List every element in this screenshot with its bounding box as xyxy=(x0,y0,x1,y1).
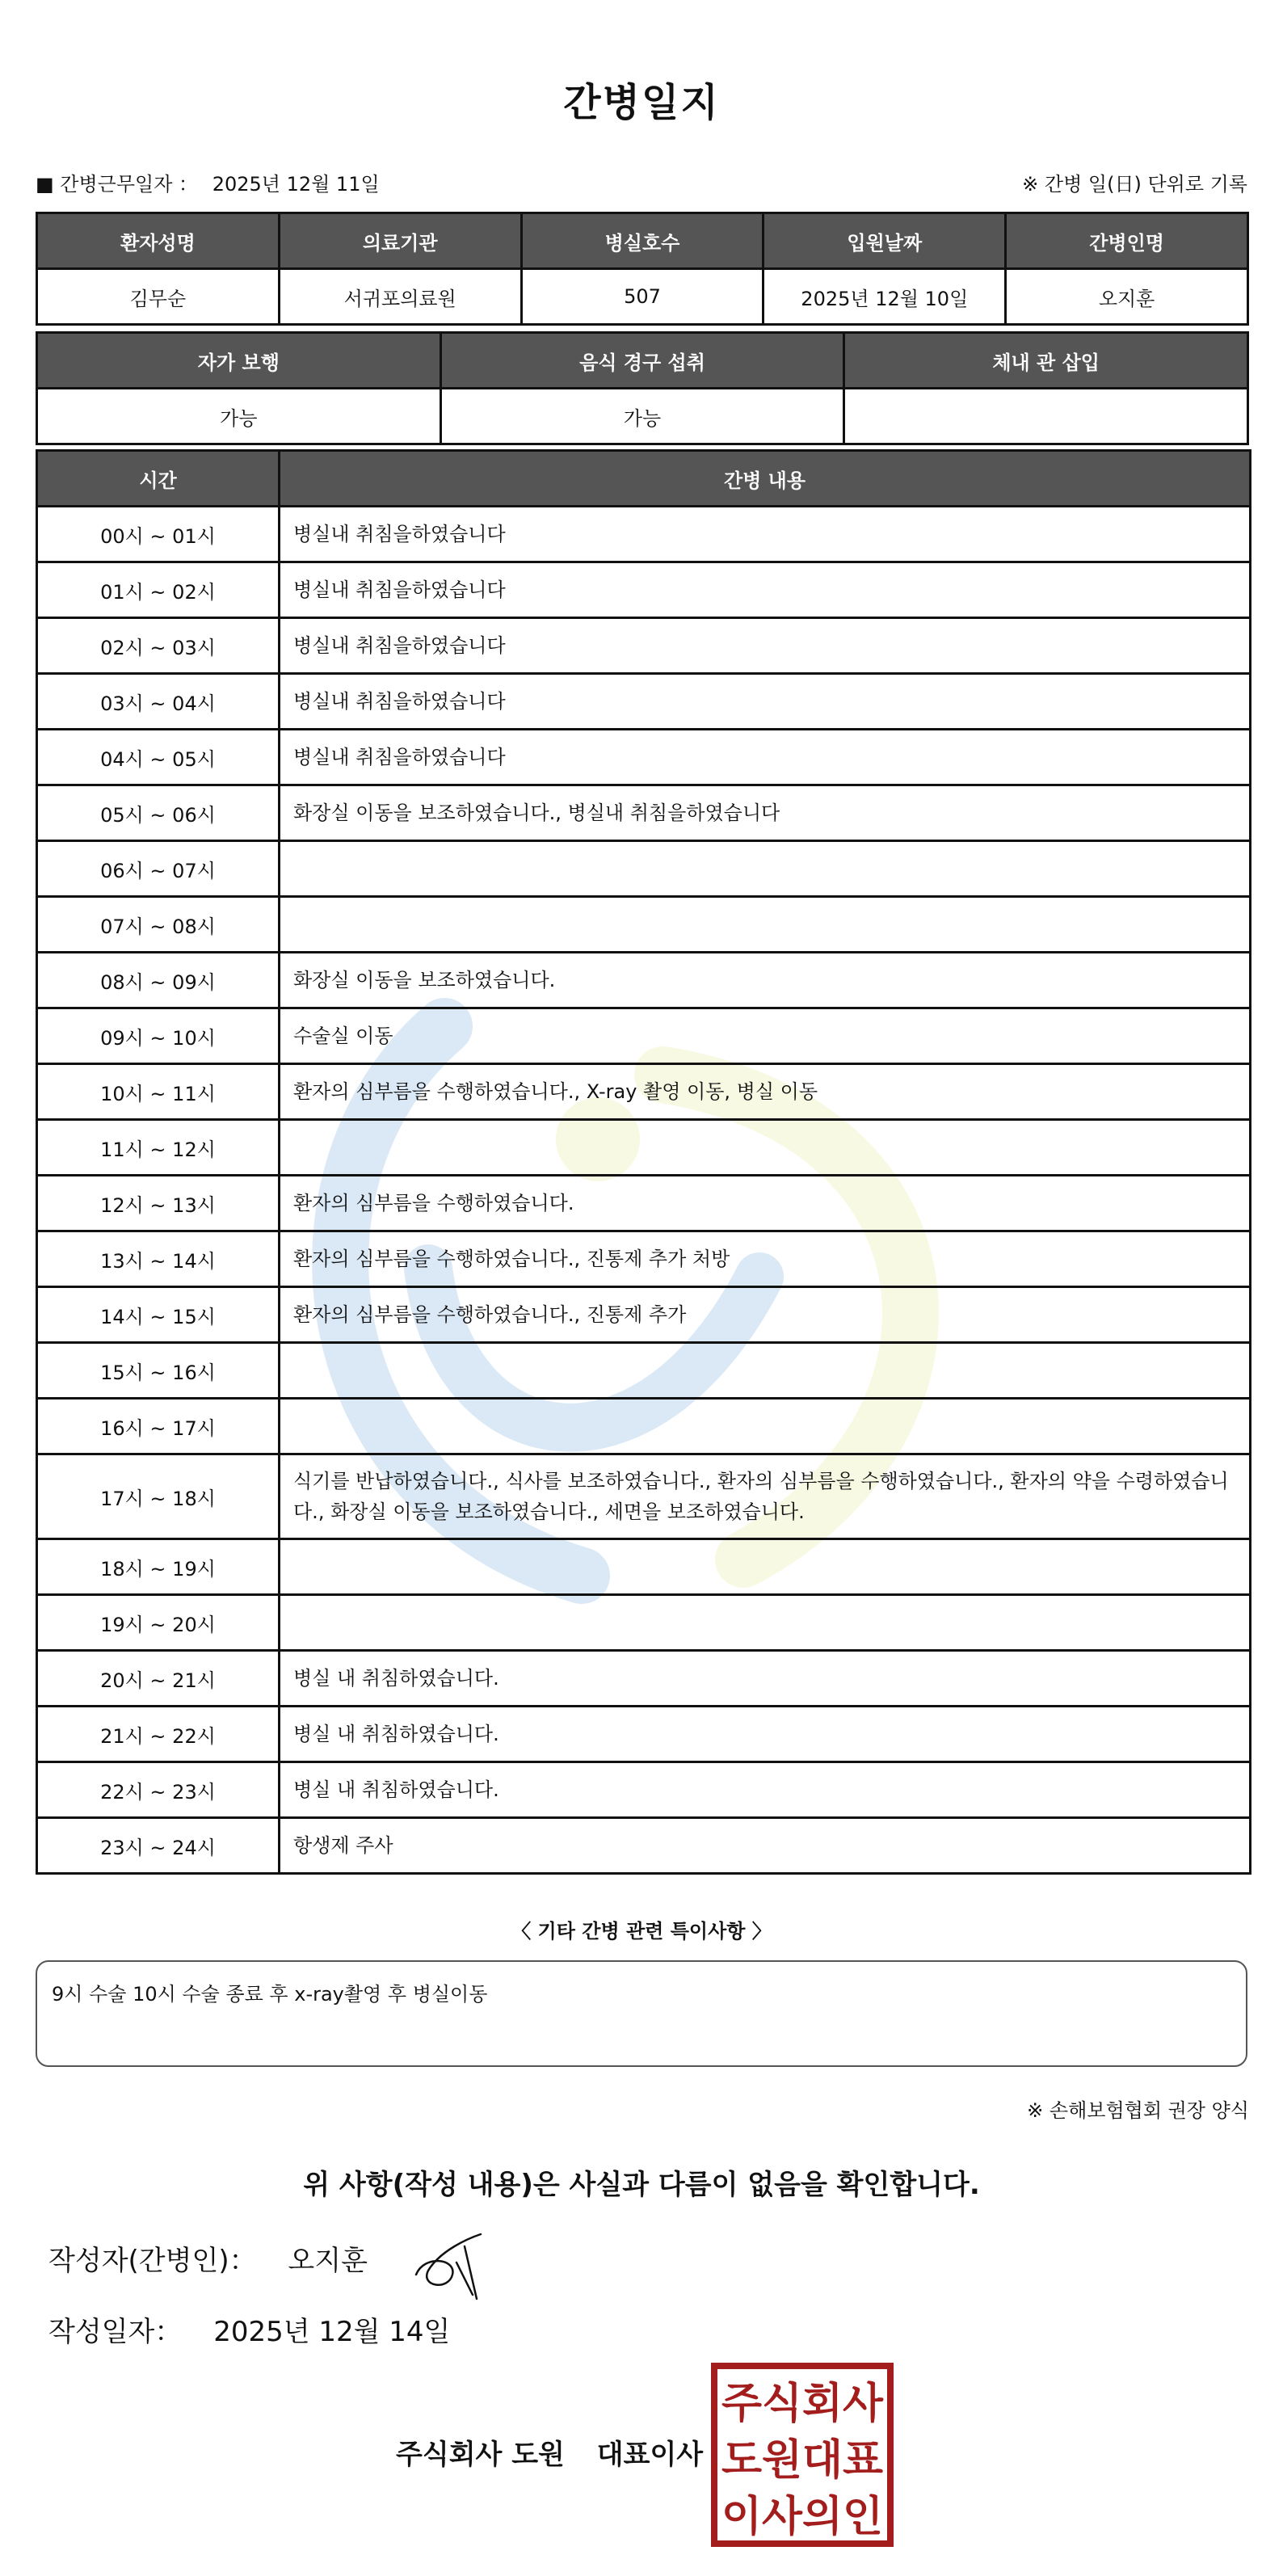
log-time: 04시 ~ 05시 xyxy=(37,730,280,785)
log-time: 18시 ~ 19시 xyxy=(37,1539,280,1595)
work-date-value: 2025년 12월 11일 xyxy=(212,173,380,196)
log-content xyxy=(280,1343,1251,1399)
care-log-table xyxy=(36,449,1251,1875)
log-content: 환자의 심부름을 수행하였습니다., 진통제 추가 처방 xyxy=(280,1231,1251,1287)
log-content: 환자의 심부름을 수행하였습니다., X-ray 촬영 이동, 병실 이동 xyxy=(280,1064,1251,1120)
log-content xyxy=(280,1120,1251,1176)
patient-header-cell: 병실호수 xyxy=(521,213,763,269)
written-date-label: 작성일자： xyxy=(48,2316,183,2348)
company-seal-stamp xyxy=(709,2361,895,2549)
log-time: 01시 ~ 02시 xyxy=(37,562,280,618)
company-line xyxy=(396,2432,703,2472)
self-walking-value: 가능 xyxy=(37,389,441,444)
meta-row xyxy=(36,168,1247,197)
work-date-label: ■ 간병근무일자 ： xyxy=(36,173,199,196)
log-time: 20시 ~ 21시 xyxy=(37,1651,280,1707)
oral-intake-value: 가능 xyxy=(440,389,844,444)
page-title: 간병일지 xyxy=(563,80,720,125)
log-content: 병실내 취침을하였습니다 xyxy=(280,674,1251,730)
log-content xyxy=(280,897,1251,953)
log-time: 17시 ~ 18시 xyxy=(37,1454,280,1539)
status-header-cell: 자가 보행 xyxy=(37,333,441,389)
log-row xyxy=(37,1008,1251,1064)
log-content xyxy=(280,1399,1251,1454)
log-time: 19시 ~ 20시 xyxy=(37,1595,280,1651)
log-row xyxy=(37,1120,1251,1176)
log-row xyxy=(37,1595,1251,1651)
log-header-row xyxy=(37,451,1251,507)
patient-name: 김무순 xyxy=(37,269,280,325)
recommend-note: ※ 손해보험협회 권장 양식 xyxy=(1027,2099,1249,2122)
company-role: 대표이사 xyxy=(596,2439,704,2471)
log-time: 03시 ~ 04시 xyxy=(37,674,280,730)
log-row xyxy=(37,1651,1251,1707)
status-header-row xyxy=(37,333,1248,389)
status-header-cell: 체내 관 삽입 xyxy=(844,333,1248,389)
patient-header-row xyxy=(37,213,1248,269)
written-date-line xyxy=(48,2309,450,2349)
log-row xyxy=(37,1762,1251,1818)
log-time: 06시 ~ 07시 xyxy=(37,841,280,897)
medical-institution: 서귀포의료원 xyxy=(279,269,521,325)
log-row xyxy=(37,507,1251,562)
patient-header-cell: 간병인명 xyxy=(1006,213,1248,269)
content-header: 간병 내용 xyxy=(280,451,1251,507)
unit-note: ※ 간병 일(日) 단위로 기록 xyxy=(1022,173,1247,196)
log-time: 22시 ~ 23시 xyxy=(37,1762,280,1818)
company-name: 주식회사 도원 xyxy=(396,2439,565,2471)
log-time: 02시 ~ 03시 xyxy=(37,618,280,674)
svg-text:주식회사: 주식회사 xyxy=(721,2380,884,2428)
log-time: 05시 ~ 06시 xyxy=(37,785,280,841)
log-content xyxy=(280,1595,1251,1651)
room-number: 507 xyxy=(521,269,763,325)
notes-box xyxy=(36,1960,1247,2067)
written-date-value: 2025년 12월 14일 xyxy=(213,2316,451,2348)
log-row xyxy=(37,1399,1251,1454)
log-content: 수술실 이동 xyxy=(280,1008,1251,1064)
log-time: 08시 ~ 09시 xyxy=(37,953,280,1008)
log-content: 병실 내 취침하였습니다. xyxy=(280,1707,1251,1762)
svg-text:도원대표: 도원대표 xyxy=(721,2436,883,2485)
log-time: 12시 ~ 13시 xyxy=(37,1176,280,1231)
log-time: 23시 ~ 24시 xyxy=(37,1818,280,1874)
log-content: 병실내 취침을하였습니다 xyxy=(280,562,1251,618)
log-content: 병실내 취침을하였습니다 xyxy=(280,507,1251,562)
log-row xyxy=(37,1707,1251,1762)
work-date xyxy=(36,168,380,196)
log-content: 환자의 심부름을 수행하였습니다., 진통제 추가 xyxy=(280,1287,1251,1343)
log-content: 병실내 취침을하였습니다 xyxy=(280,730,1251,785)
log-content: 환자의 심부름을 수행하였습니다. xyxy=(280,1176,1251,1231)
patient-header-cell: 의료기관 xyxy=(279,213,521,269)
notes-title: 〈 기타 간병 관련 특이사항 〉 xyxy=(511,1920,772,1943)
log-time: 00시 ~ 01시 xyxy=(37,507,280,562)
log-time: 15시 ~ 16시 xyxy=(37,1343,280,1399)
handwritten-signature xyxy=(408,2230,497,2303)
log-row xyxy=(37,1064,1251,1120)
status-table xyxy=(36,331,1249,445)
log-row xyxy=(37,1176,1251,1231)
status-value-row xyxy=(37,389,1248,444)
log-time: 13시 ~ 14시 xyxy=(37,1231,280,1287)
log-content: 병실 내 취침하였습니다. xyxy=(280,1651,1251,1707)
log-row xyxy=(37,1539,1251,1595)
log-time: 16시 ~ 17시 xyxy=(37,1399,280,1454)
log-content xyxy=(280,1539,1251,1595)
log-content: 병실 내 취침하였습니다. xyxy=(280,1762,1251,1818)
log-content: 식기를 반납하였습니다., 식사를 보조하였습니다., 환자의 심부름을 수행하였습니다., 환자의 약을 수령하였습니다., 화장실 이동을 보조하였습니다., 세면을 보조하였습니다. xyxy=(280,1454,1251,1539)
log-row xyxy=(37,1231,1251,1287)
log-content: 화장실 이동을 보조하였습니다. xyxy=(280,953,1251,1008)
patient-header-cell: 입원날짜 xyxy=(763,213,1006,269)
log-content: 항생제 주사 xyxy=(280,1818,1251,1874)
writer-name: 오지훈 xyxy=(288,2245,368,2277)
caregiver-name: 오지훈 xyxy=(1006,269,1248,325)
log-content xyxy=(280,841,1251,897)
time-header: 시간 xyxy=(37,451,280,507)
log-row xyxy=(37,841,1251,897)
log-row xyxy=(37,1454,1251,1539)
log-time: 09시 ~ 10시 xyxy=(37,1008,280,1064)
admission-date: 2025년 12월 10일 xyxy=(763,269,1006,325)
log-row xyxy=(37,953,1251,1008)
log-time: 07시 ~ 08시 xyxy=(37,897,280,953)
confirm-statement: 위 사항(작성 내용)은 사실과 다름이 없음을 확인합니다. xyxy=(303,2169,980,2201)
log-row xyxy=(37,618,1251,674)
log-body xyxy=(37,507,1251,1874)
svg-text:이사의인: 이사의인 xyxy=(721,2493,883,2541)
notes-text: 9시 수술 10시 수술 종료 후 x-ray촬영 후 병실이동 xyxy=(52,1983,488,2006)
patient-table xyxy=(36,212,1249,326)
log-row xyxy=(37,674,1251,730)
log-row xyxy=(37,1818,1251,1874)
writer-label: 작성자(간병인)： xyxy=(48,2245,257,2277)
log-time: 14시 ~ 15시 xyxy=(37,1287,280,1343)
patient-value-row xyxy=(37,269,1248,325)
log-time: 21시 ~ 22시 xyxy=(37,1707,280,1762)
status-header-cell: 음식 경구 섭취 xyxy=(440,333,844,389)
tube-insertion-value xyxy=(844,389,1248,444)
log-row xyxy=(37,1343,1251,1399)
log-row xyxy=(37,730,1251,785)
log-row xyxy=(37,785,1251,841)
writer-line xyxy=(48,2238,368,2278)
log-content: 화장실 이동을 보조하였습니다., 병실내 취침을하였습니다 xyxy=(280,785,1251,841)
log-row xyxy=(37,897,1251,953)
patient-header-cell: 환자성명 xyxy=(37,213,280,269)
log-time: 10시 ~ 11시 xyxy=(37,1064,280,1120)
log-time: 11시 ~ 12시 xyxy=(37,1120,280,1176)
log-row xyxy=(37,562,1251,618)
log-content: 병실내 취침을하였습니다 xyxy=(280,618,1251,674)
log-row xyxy=(37,1287,1251,1343)
